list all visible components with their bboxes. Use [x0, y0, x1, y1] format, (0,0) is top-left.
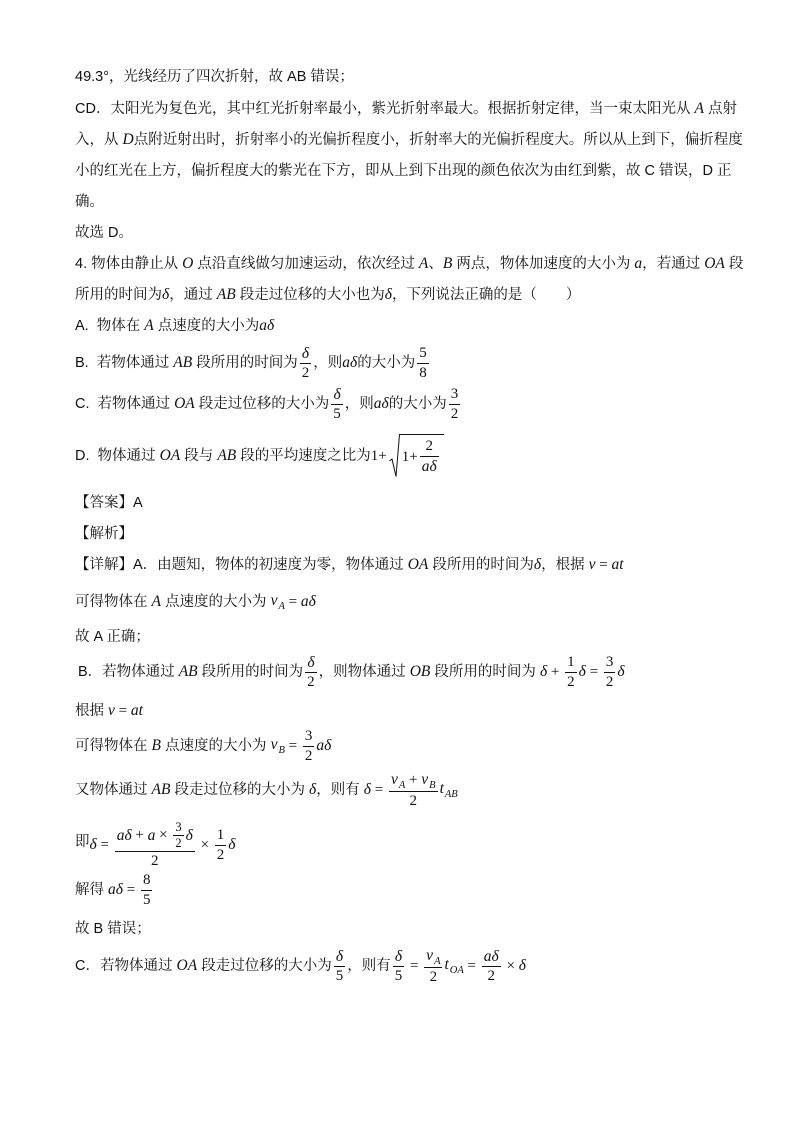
subscript: A [434, 955, 441, 967]
subscripted-variable [421, 771, 435, 790]
text-segment: ，通过 [169, 287, 217, 303]
math-number: 5 [394, 967, 403, 984]
fraction [604, 654, 616, 691]
fraction [305, 654, 317, 691]
math-variable: OA [704, 255, 725, 272]
math-number: 5 [419, 344, 427, 361]
text-segment: 段所用的时间为 [197, 664, 304, 680]
text-segment: 可得物体在 [75, 594, 152, 610]
math-number: 3 [450, 385, 459, 402]
fraction [115, 821, 195, 870]
fraction-denominator [141, 891, 153, 909]
detail-line [75, 919, 151, 939]
fraction-denominator [420, 457, 439, 475]
math-number: 8 [419, 364, 427, 381]
detail-line [75, 770, 458, 810]
math-operator: = [585, 664, 602, 680]
text-segment: ，则 [344, 396, 374, 412]
text-segment: 故选 D。 [75, 225, 133, 241]
text-segment: 即 [75, 834, 90, 850]
fraction-numerator [115, 821, 195, 852]
math-variable: OA [159, 447, 181, 464]
math-variable: v [426, 946, 434, 964]
math-variable: at [130, 702, 143, 719]
fraction-numerator [303, 728, 315, 747]
math-number: 5 [333, 405, 341, 422]
text-segment: 可得物体在 [75, 738, 152, 754]
fraction-numerator [331, 386, 343, 405]
text-segment: 段与 [180, 448, 218, 464]
fraction [449, 386, 461, 423]
subscripted-variable [426, 947, 440, 966]
text-segment: ，根据 [541, 557, 589, 573]
text-segment: CD．太阳光为复色光，其中红光折射率最小，紫光折射率最大。根据折射定律，当一束太阳光从 [75, 101, 695, 117]
math-variable: D [122, 131, 134, 148]
math-variable: δ [518, 957, 526, 974]
detail-line [75, 870, 154, 910]
math-variable: v [390, 770, 398, 788]
math-variable: AB [216, 286, 236, 303]
text-segment: 段的平均速度之比为 [236, 448, 371, 464]
math-variable: B [442, 255, 453, 272]
math-variable: OA [174, 395, 195, 412]
math-number: 1 [216, 826, 225, 843]
math-number: 2 [450, 405, 459, 422]
text-segment: 故 B 错误； [75, 921, 151, 937]
math-operator: × [196, 837, 213, 853]
fraction-denominator [215, 846, 227, 864]
subscript: B [278, 745, 285, 756]
math-variable: A [418, 255, 429, 272]
text-segment: 段走过位移的大小为 [194, 396, 330, 412]
text-segment: ，若通过 [642, 256, 705, 272]
subscript: B [429, 779, 436, 791]
text-line [75, 192, 104, 212]
text-segment: ，下列说法正确的是（ ） [391, 287, 581, 303]
text-segment: C. 若物体通过 [75, 396, 175, 412]
math-operator: = [284, 738, 301, 754]
radicand [400, 434, 444, 478]
text-segment: 段所用的时间为 [430, 664, 540, 680]
math-variable: OA [407, 556, 429, 573]
fraction-numerator [393, 948, 405, 967]
text-segment: 段所用的时间为 [428, 557, 534, 573]
fraction-numerator [424, 947, 442, 968]
fraction-numerator [417, 345, 429, 364]
fraction-denominator [334, 967, 346, 985]
fraction-denominator [565, 673, 577, 691]
text-segment: 的大小为 [357, 355, 416, 371]
analysis-heading [75, 524, 133, 544]
math-operator: = [123, 882, 139, 898]
math-variable: aδ [116, 826, 132, 844]
math-number: 5 [335, 967, 344, 984]
text-segment: 所用的时间为 [75, 287, 162, 303]
subscripted-variable [440, 779, 458, 801]
math-variable: v [108, 702, 115, 719]
math-variable: t [439, 780, 444, 797]
text-segment: 根据 [75, 703, 109, 719]
math-number: 2 [301, 364, 310, 381]
math-number: 8 [142, 871, 151, 888]
option-b [75, 343, 431, 383]
text-line [75, 161, 732, 181]
math-variable: δ [301, 344, 310, 362]
math-operator: × [502, 958, 519, 974]
math-variable: OA [176, 957, 198, 974]
fraction-denominator [449, 405, 461, 423]
math-variable: aδ [259, 317, 275, 334]
fraction-denominator [331, 405, 343, 423]
answer-line [75, 493, 143, 513]
math-operator: = [406, 958, 423, 974]
fraction [565, 654, 577, 691]
math-variable: at [611, 556, 624, 573]
fraction-numerator [565, 654, 577, 673]
text-segment: D. 物体通过 [75, 448, 160, 464]
text-segment: B．若物体通过 [78, 664, 179, 680]
subscript: OA [449, 965, 464, 976]
fraction-denominator [303, 747, 315, 765]
detail-line [75, 589, 316, 615]
math-variable: a [634, 255, 643, 272]
math-variable: δ [228, 836, 236, 853]
detail-line [75, 701, 143, 721]
fraction-denominator [115, 852, 195, 870]
fraction-numerator [173, 821, 183, 836]
math-number: 3 [304, 727, 313, 744]
text-segment: ，则 [313, 355, 343, 371]
fraction-denominator [173, 836, 183, 850]
math-variable: AB [178, 663, 198, 680]
subscripted-variable [271, 591, 285, 613]
subscripted-variable [271, 735, 285, 757]
fraction [420, 438, 439, 475]
fraction [393, 948, 405, 985]
fraction [141, 872, 153, 909]
math-number: 2 [175, 835, 182, 850]
math-operator: = [284, 594, 301, 610]
fraction [173, 821, 183, 850]
math-number: 2 [409, 792, 418, 809]
fraction [417, 345, 429, 382]
fraction-denominator [305, 673, 317, 691]
math-operator: = [463, 958, 480, 974]
detail-line [75, 820, 236, 870]
math-number: 5 [142, 891, 151, 908]
analysis-label: 【解析】 [75, 526, 133, 542]
detail-line [75, 946, 526, 986]
fraction-numerator [305, 654, 317, 673]
math-variable: δ [309, 781, 317, 798]
text-segment: ，则有 [347, 958, 391, 974]
math-variable: A [151, 593, 161, 610]
math-variable: AB [173, 354, 193, 371]
fraction-numerator [389, 771, 438, 792]
radical-sign-icon [389, 434, 400, 478]
fraction [424, 947, 442, 986]
math-variable: aδ [373, 395, 389, 412]
text-segment: 的大小为 [388, 396, 447, 412]
fraction-numerator [482, 948, 501, 967]
math-operator: + [547, 664, 564, 680]
text-segment: 段所用的时间为 [192, 355, 298, 371]
math-number: 2 [487, 967, 495, 984]
math-number: 2 [429, 968, 438, 985]
math-number: 2 [425, 438, 433, 454]
math-variable: δ [335, 947, 344, 965]
fraction [300, 345, 312, 382]
math-variable: A [144, 317, 154, 334]
math-variable: δ [307, 653, 315, 671]
text-segment: C．若物体通过 [75, 958, 177, 974]
option-c [75, 384, 462, 424]
fraction-numerator [604, 654, 616, 673]
text-segment: 段走过位移的大小也为 [235, 287, 385, 303]
text-segment: 点速度的大小为 [161, 594, 271, 610]
math-variable: aδ [421, 458, 437, 475]
text-segment: 点射 [703, 101, 737, 117]
text-segment: 两点，物体加速度的大小为 [452, 256, 635, 272]
math-variable: δ [363, 781, 371, 798]
text-line [75, 99, 737, 119]
text-segment: 点速度的大小为 [161, 738, 271, 754]
math-operator: = [96, 837, 113, 853]
math-number: 1+ [401, 448, 418, 465]
math-operator: × [155, 826, 172, 843]
fraction-numerator [300, 345, 312, 364]
text-segment: B. 若物体通过 [75, 355, 174, 371]
text-segment: 【详解】A．由题知，物体的初速度为零，物体通过 [75, 557, 408, 573]
subscript: A [278, 601, 285, 612]
subscript: AB [444, 789, 458, 800]
fraction [334, 948, 346, 985]
math-variable: v [421, 770, 429, 788]
math-number: 3 [605, 653, 614, 670]
math-variable: aδ [300, 593, 316, 610]
fraction-denominator [604, 673, 616, 691]
math-variable: AB [151, 781, 171, 798]
math-number: 2 [151, 852, 159, 869]
math-variable: O [182, 255, 194, 272]
text-segment: ，则有 [316, 782, 364, 798]
text-segment: 小的红光在上方，偏折程度大的紫光在下方，即从上到下出现的颜色依次为由红到紫，故 C 错误，D 正 [75, 163, 732, 179]
detail-line [75, 555, 624, 575]
fraction-denominator [393, 967, 405, 985]
math-variable: δ [539, 663, 548, 680]
math-variable: A [694, 100, 704, 117]
math-variable: aδ [108, 881, 123, 898]
math-variable: δ [333, 385, 341, 403]
subscript: A [398, 779, 406, 791]
fraction-numerator [215, 827, 227, 846]
math-number: 2 [307, 673, 315, 690]
text-segment: 段走过位移的大小为 [197, 958, 332, 974]
math-variable: δ [162, 286, 170, 303]
math-operator: + [131, 826, 148, 843]
math-number: 1+ [370, 448, 387, 464]
text-segment: 解得 [75, 882, 109, 898]
answer-label: 【答案】A [75, 495, 143, 511]
text-segment: 又物体通过 [75, 782, 152, 798]
text-line [75, 223, 133, 243]
text-segment: 点速度的大小为 [153, 318, 260, 334]
text-segment: 点附近射出时，折射率小的光偏折程度小，折射率大的光偏折程度大。所以从上到下，偏折程度 [133, 132, 743, 148]
math-number: 2 [216, 846, 225, 863]
math-variable: a [147, 826, 156, 844]
text-segment: 段走过位移的大小为 [170, 782, 310, 798]
fraction-numerator [420, 438, 439, 457]
math-variable: v [270, 592, 278, 609]
subscripted-variable [391, 771, 405, 790]
text-line [75, 67, 354, 87]
math-variable: B [151, 737, 161, 754]
math-number: 2 [567, 673, 575, 690]
detail-line [78, 652, 625, 692]
text-segment: 49.3°，光线经历了四次折射，故 AB 错误； [75, 69, 354, 85]
math-variable: δ [185, 826, 193, 844]
math-variable: δ [578, 663, 586, 680]
text-segment: 故 A 正确； [75, 629, 150, 645]
math-variable: δ [384, 286, 392, 303]
text-segment: 入，从 [75, 132, 123, 148]
math-variable: δ [533, 556, 542, 573]
text-segment: A. 物体在 [75, 318, 145, 334]
option-d [75, 433, 444, 479]
text-segment: 确。 [75, 194, 104, 210]
math-number: 2 [304, 747, 313, 764]
fraction [303, 728, 315, 765]
question-stem-line [75, 254, 743, 274]
text-segment: 、 [428, 256, 443, 272]
math-operator: = [371, 782, 387, 798]
math-variable: aδ [483, 947, 499, 965]
math-variable: δ [394, 947, 403, 965]
fraction-numerator [141, 872, 153, 891]
math-operator: = [595, 557, 612, 573]
fraction-denominator [389, 792, 438, 810]
fraction-denominator [300, 364, 312, 382]
question-stem-line [75, 285, 580, 305]
text-segment: ，则物体通过 [318, 664, 410, 680]
math-variable: δ [617, 663, 625, 680]
math-number: 3 [175, 819, 182, 834]
math-variable: aδ [342, 354, 358, 371]
math-variable: t [444, 956, 449, 973]
fraction-denominator [417, 364, 429, 382]
math-variable: AB [217, 447, 237, 464]
fraction-denominator [482, 967, 501, 985]
math-variable: δ [89, 836, 97, 853]
math-variable: v [588, 556, 596, 573]
math-variable: v [270, 736, 278, 753]
text-segment: 4. 物体由静止从 [75, 256, 183, 272]
subscripted-variable [444, 955, 463, 977]
fraction-denominator [424, 968, 442, 986]
text-segment: 段 [724, 256, 744, 272]
fraction [331, 386, 343, 423]
text-segment: 点沿直线做匀加速运动，依次经过 [193, 256, 419, 272]
math-operator: + [405, 771, 422, 788]
fraction [389, 771, 438, 810]
fraction-numerator [449, 386, 461, 405]
text-line [75, 130, 743, 150]
math-number: 1 [567, 653, 575, 670]
math-variable: aδ [316, 737, 332, 754]
fraction-numerator [334, 948, 346, 967]
option-a [75, 316, 274, 336]
math-operator: = [114, 703, 131, 719]
math-variable: OB [409, 663, 431, 680]
square-root [389, 434, 444, 478]
detail-line [75, 726, 331, 766]
fraction [215, 827, 227, 864]
detail-line [75, 627, 150, 647]
math-number: 2 [605, 673, 614, 690]
fraction [482, 948, 501, 985]
